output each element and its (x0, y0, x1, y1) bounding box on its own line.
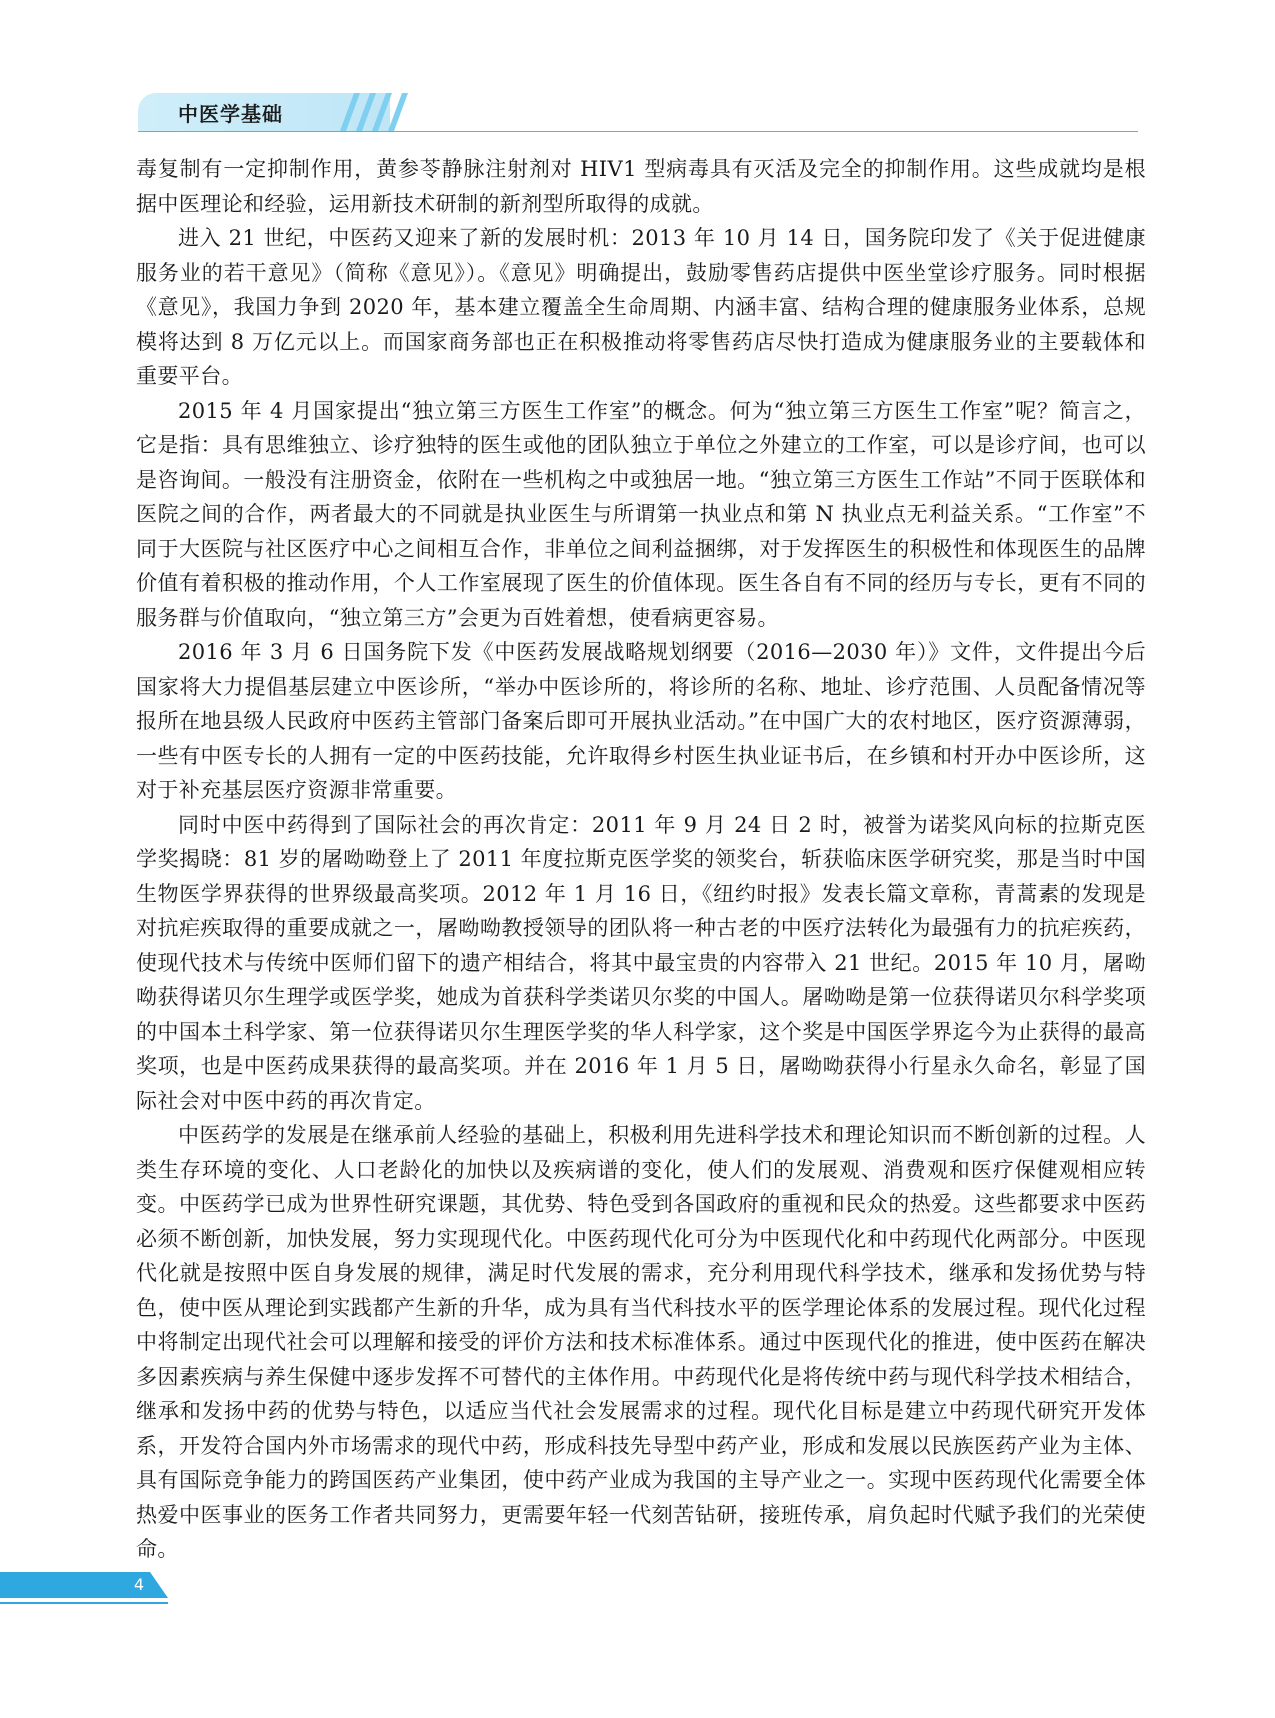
paragraph-6: 中医药学的发展是在继承前人经验的基础上，积极利用先进科学技术和理论知识而不断创新的过程。人类生存环境的变化、人口老龄化的加快以及疾病谱的变化，使人们的发展观、消费观和医疗保健观相应转变。中医药学已成为世界性研究课题，其优势、特色受到各国政府的重视和民众的热爱。这些都要求中医药必须不断创新，加快发展，努力实现现代化。中医药现代化可分为中医现代化和中药现代化两部分。中医现代化就是按照中医自身发展的规律，满足时代发展的需求，充分利用现代科学技术，继承和发扬优势与特色，使中医从理论到实践都产生新的升华，成为具有当代科技水平的医学理论体系的发展过程。现代化过程中将制定出现代社会可以理解和接受的评价方法和技术标准体系。通过中医现代化的推进，使中医药在解决多因素疾病与养生保健中逐步发挥不可替代的主体作用。中药现代化是将传统中药与现代科学技术相结合，继承和发扬中药的优势与特色，以适应当代社会发展需求的过程。现代化目标是建立中药现代研究开发体系，开发符合国内外市场需求的现代中药，形成科技先导型中药产业，形成和发展以民族医药产业为主体、具有国际竞争能力的跨国医药产业集团，使中药产业成为我国的主导产业之一。实现中医药现代化需要全体热爱中医事业的医务工作者共同努力，更需要年轻一代刻苦钻研，接班传承，肩负起时代赋予我们的光荣使命。 (136, 1123, 1146, 1561)
page-body (136, 152, 1146, 1567)
paragraph-2: 进入 21 世纪，中医药又迎来了新的发展时机：2013 年 10 月 14 日，国务院印发了《关于促进健康服务业的若干意见》（简称《意见》）。《意见》明确提出，鼓励零售药店提供中医坐堂诊疗服务。同时根据《意见》，我国力争到 2020 年，基本建立覆盖全生命周期、内涵丰富、结构合理的健康服务业体系，总规模将达到 8 万亿元以上。而国家商务部也正在积极推动将零售药店尽快打造成为健康服务业的主要载体和重要平台。 (136, 226, 1146, 388)
page-number: 4 (133, 1575, 145, 1594)
header-stripes-decoration (330, 93, 410, 131)
paragraph-1: 毒复制有一定抑制作用，黄参苓静脉注射剂对 HIV1 型病毒具有灭活及完全的抑制作用。这些成就均是根据中医理论和经验，运用新技术研制的新剂型所取得的成就。 (136, 157, 1146, 216)
paragraph-4: 2016 年 3 月 6 日国务院下发《中医药发展战略规划纲要（2016—2030 年）》文件，文件提出今后国家将大力提倡基层建立中医诊所，“举办中医诊所的，将诊所的名称、地址、诊疗范围、人员配备情况等报所在地县级人民政府中医药主管部门备案后即可开展执业活动。”在中国广大的农村地区，医疗资源薄弱，一些有中医专长的人拥有一定的中医药技能，允许取得乡村医生执业证书后，在乡镇和村开办中医诊所，这对于补充基层医疗资源非常重要。 (136, 640, 1146, 802)
header-divider (138, 131, 1138, 132)
paragraph-3: 2015 年 4 月国家提出“独立第三方医生工作室”的概念。何为“独立第三方医生工作室”呢？简言之，它是指：具有思维独立、诊疗独特的医生或他的团队独立于单位之外建立的工作室，可以是诊疗间，也可以是咨询间。一般没有注册资金，依附在一些机构之中或独居一地。“独立第三方医生工作站”不同于医联体和医院之间的合作，两者最大的不同就是执业医生与所谓第一执业点和第 N 执业点无利益关系。“工作室”不同于大医院与社区医疗中心之间相互合作，非单位之间利益捆绑，对于发挥医生的积极性和体现医生的品牌价值有着积极的推动作用，个人工作室展现了医生的价值体现。医生各自有不同的经历与专长，更有不同的服务群与价值取向，“独立第三方”会更为百姓着想，使看病更容易。 (136, 398, 1146, 630)
paragraph-5: 同时中医中药得到了国际社会的再次肯定：2011 年 9 月 24 日 2 时，被誉为诺奖风向标的拉斯克医学奖揭晓：81 岁的屠呦呦登上了 2011 年度拉斯克医学奖的领奖台，斩获临床医学研究奖，那是当时中国生物医学界获得的世界级最高奖项。2012 年 1 月 16 日，《纽约时报》发表长篇文章称，青蒿素的发现是对抗疟疾取得的重要成就之一，屠呦呦教授领导的团队将一种古老的中医疗法转化为最强有力的抗疟疾药，使现代技术与传统中医师们留下的遗产相结合，将其中最宝贵的内容带入 21 世纪。2015 年 10 月，屠呦呦获得诺贝尔生理学或医学奖，她成为首获科学类诺贝尔奖的中国人。屠呦呦是第一位获得诺贝尔科学奖项的中国本土科学家、第一位获得诺贝尔生理医学奖的华人科学家，这个奖是中国医学界迄今为止获得的最高奖项，也是中医药成果获得的最高奖项。并在 2016 年 1 月 5 日，屠呦呦获得小行星永久命名，彰显了国际社会对中医中药的再次肯定。 (136, 812, 1146, 1113)
footer-divider (0, 1602, 168, 1604)
running-header-title: 中医学基础 (178, 102, 283, 126)
